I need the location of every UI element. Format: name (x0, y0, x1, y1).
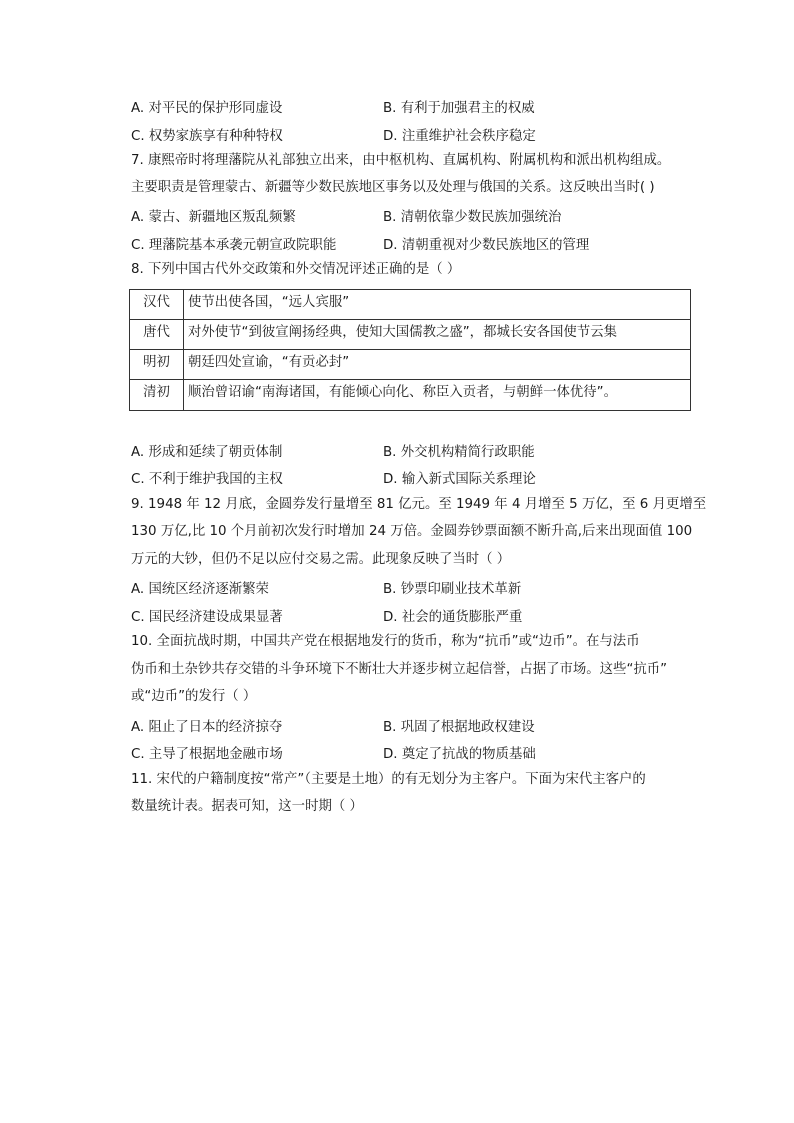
era-cell: 唐代 (130, 320, 184, 349)
q10-stem-line-1: 10. 全面抗战时期，中国共产党在根据地发行的货币，称为“抗币”或“边币”。在与法币 (131, 634, 640, 649)
q7-stem-line-1: 7. 康熙帝时将理藩院从礼部独立出来，由中枢机构、直属机构、附属机构和派出机构组成。 (131, 153, 671, 168)
era-cell: 汉代 (130, 290, 184, 319)
q6-option-b[interactable]: B. 有利于加强君主的权威 (383, 101, 535, 116)
era-cell: 清初 (130, 380, 184, 410)
q11-stem-line-1: 11. 宋代的户籍制度按“常产”（主要是土地）的有无划分为主客户。下面为宋代主客户的 (131, 772, 646, 787)
q8-option-a[interactable]: A. 形成和延续了朝贡体制 (131, 445, 283, 460)
q9-stem-line-1: 9. 1948 年 12 月底，金圆券发行量增至 81 亿元。至 1949 年 4 月增至 5 万亿，至 6 月更增至 (131, 497, 707, 512)
q11-stem-line-2: 数量统计表。据表可知，这一时期（ ） (131, 799, 363, 814)
q7-options-row-1 (131, 206, 711, 224)
q7-stem-line-2: 主要职责是管理蒙古、新疆等少数民族地区事务以及处理与俄国的关系。这反映出当时( ) (131, 180, 655, 195)
q8-option-b[interactable]: B. 外交机构精简行政职能 (383, 445, 535, 460)
q8-option-d[interactable]: D. 输入新式国际关系理论 (383, 472, 536, 487)
q10-option-c[interactable]: C. 主导了根据地金融市场 (131, 747, 283, 762)
q6-option-c[interactable]: C. 权势家族享有种种特权 (131, 129, 283, 144)
q7-option-d[interactable]: D. 清朝重视对少数民族地区的管理 (383, 238, 590, 253)
desc-cell: 朝廷四处宣谕，“有贡必封” (188, 355, 350, 370)
q10-option-b[interactable]: B. 巩固了根据地政权建设 (383, 720, 535, 735)
q6-options-row-1 (131, 97, 711, 115)
q10-stem-line-3: 或“边币”的发行（ ） (131, 689, 257, 704)
q10-option-a[interactable]: A. 阻止了日本的经济掠夺 (131, 720, 283, 735)
q7-options-row-2 (131, 234, 711, 252)
q8-option-c[interactable]: C. 不利于维护我国的主权 (131, 472, 283, 487)
q10-options-row-1 (131, 716, 711, 734)
q9-option-a[interactable]: A. 国统区经济逐渐繁荣 (131, 582, 269, 597)
table-row (130, 350, 690, 380)
table-row (130, 290, 690, 320)
q10-option-d[interactable]: D. 奠定了抗战的物质基础 (383, 747, 536, 762)
q8-options-row-1 (131, 441, 711, 459)
q7-option-a[interactable]: A. 蒙古、新疆地区叛乱频繁 (131, 210, 296, 225)
q9-options-row-2 (131, 606, 711, 624)
q6-options-row-2 (131, 125, 711, 143)
desc-cell: 顺治曾诏谕“南海诸国，有能倾心向化、称臣入贡者，与朝鲜一体优待”。 (188, 385, 617, 400)
q9-stem-line-3: 万元的大钞，但仍不足以应付交易之需。此现象反映了当时（ ） (131, 552, 511, 567)
table-row (130, 380, 690, 410)
q9-option-c[interactable]: C. 国民经济建设成果显著 (131, 610, 283, 625)
q6-option-d[interactable]: D. 注重维护社会秩序稳定 (383, 129, 536, 144)
table-row (130, 320, 690, 350)
q7-option-b[interactable]: B. 清朝依靠少数民族加强统治 (383, 210, 562, 225)
q10-options-row-2 (131, 743, 711, 761)
q9-option-d[interactable]: D. 社会的通货膨胀严重 (383, 610, 523, 625)
q9-stem-line-2: 130 万亿,比 10 个月前初次发行时增加 24 万倍。金圆券钞票面额不断升高,后来出现面值 100 (131, 524, 693, 539)
q8-options-row-2 (131, 468, 711, 486)
desc-cell: 对外使节“到彼宣阐扬经典，使知大国儒教之盛”，都城长安各国使节云集 (188, 325, 617, 340)
q9-option-b[interactable]: B. 钞票印刷业技术革新 (383, 582, 522, 597)
q8-stem: 8. 下列中国古代外交政策和外交情况评述正确的是（ ） (131, 262, 461, 277)
desc-cell: 使节出使各国，“远人宾服” (188, 295, 350, 310)
q7-option-c[interactable]: C. 理藩院基本承袭元朝宣政院职能 (131, 238, 337, 253)
era-cell: 明初 (130, 350, 184, 379)
q6-option-a[interactable]: A. 对平民的保护形同虚设 (131, 101, 283, 116)
q9-options-row-1 (131, 578, 711, 596)
q8-table (129, 289, 691, 411)
q10-stem-line-2: 伪币和土杂钞共存交错的斗争环境下不断壮大并逐步树立起信誉，占据了市场。这些“抗币” (131, 662, 668, 677)
